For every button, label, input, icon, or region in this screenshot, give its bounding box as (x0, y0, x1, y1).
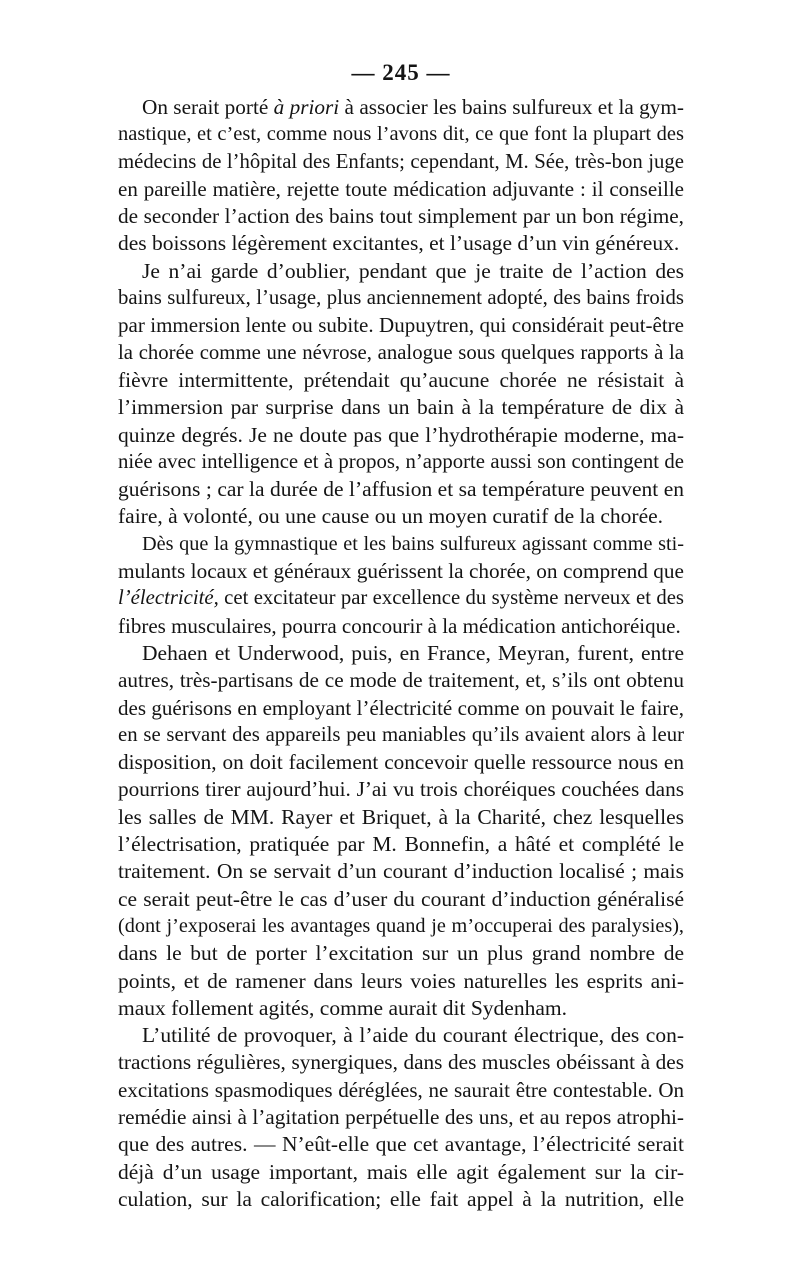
text-line: les salles de MM. Rayer et Briquet, à la Charité, chez lesquelles (118, 804, 684, 829)
text-line: en se servant des appareils peu maniables qu’ils avaient alors à leur (118, 723, 684, 746)
text-line: l’électrisation, pratiquée par M. Bonnefin, a hâté et complété le (118, 832, 684, 857)
text-line: niée avec intelligence et à propos, n’apporte aussi son contingent de (118, 450, 684, 473)
text-line: mulants locaux et généraux guérissent la chorée, on comprend que (118, 559, 684, 584)
book-page (118, 58, 684, 1213)
text-line: l’immersion par surprise dans un bain à la température de dix à (118, 395, 684, 420)
text-line: bains sulfureux, l’usage, plus anciennement adopté, des bains froids (118, 287, 684, 310)
text-line: tractions régulières, synergiques, dans des muscles obéissant à des (118, 1050, 684, 1075)
text-line: remédie ainsi à l’agitation perpétuelle des uns, et au repos atrophi- (118, 1104, 684, 1129)
text-line: ce serait peut-être le cas d’user du courant d’induction généralisé (118, 886, 684, 911)
text-line: L’utilité de provoquer, à l’aide du courant électrique, des con- (142, 1023, 684, 1048)
italic-phrase: l’électricité, (118, 587, 219, 610)
text-line: des boissons légèrement excitantes, et l’usage d’un vin généreux. (118, 231, 680, 256)
text-line: dans le but de porter l’excitation sur un plus grand nombre de (118, 941, 684, 966)
text-line: points, et de ramener dans leurs voies naturelles les esprits ani- (118, 968, 684, 993)
text-line: Dès que la gymnastique et les bains sulfureux agissant comme sti- (142, 532, 684, 555)
body-text (118, 94, 684, 1213)
text-line: Dehaen et Underwood, puis, en France, Meyran, furent, entre (142, 640, 684, 665)
text-line: déjà d’un usage important, mais elle agit également sur la cir- (118, 1159, 684, 1184)
text-line: que des autres. — N’eût-elle que cet avantage, l’électricité serait (118, 1132, 684, 1157)
text-line: des guérisons en employant l’électricité comme on pouvait le faire, (118, 695, 684, 720)
text-line: (dont j’exposerai les avantages quand je m’occuperai des paralysies), (118, 914, 684, 937)
text-line: par immersion lente ou subite. Dupuytren, qui considérait peut-être (118, 313, 684, 338)
text-line: quinze degrés. Je ne doute pas que l’hydrothérapie moderne, ma- (118, 422, 684, 447)
text-line: maux follement agités, comme aurait dit Sydenham. (118, 995, 567, 1020)
italic-phrase: à priori (273, 95, 340, 119)
text-line: Je n’ai garde d’oublier, pendant que je traite de l’action des (142, 258, 684, 283)
text-line: culation, sur la calorification; elle fait appel à la nutrition, elle (118, 1186, 684, 1211)
text-line: médecins de l’hôpital des Enfants; cependant, M. Sée, très-bon juge (118, 150, 684, 173)
text-line: nastique, et c’est, comme nous l’avons dit, ce que font la plupart des (118, 123, 684, 146)
text-line: la chorée comme une névrose, analogue sous quelques rapports à la (118, 341, 684, 364)
text-line: fibres musculaires, pourra concourir à la médication antichoréique. (118, 613, 681, 638)
page-number: — 245 — (351, 60, 451, 85)
text-line: excitations spasmodiques déréglées, ne saurait être contestable. On (118, 1077, 684, 1102)
text-line: traitement. On se servait d’un courant d’induction localisé ; mais (118, 859, 684, 884)
text-line: guérisons ; car la durée de l’affusion et sa température peuvent en (118, 477, 684, 502)
text-line: de seconder l’action des bains tout simplement par un bon régime, (118, 204, 684, 229)
text-line: fièvre intermittente, prétendait qu’aucune chorée ne résistait à (118, 367, 684, 392)
text-line: faire, à volonté, ou une cause ou un moyen curatif de la chorée. (118, 504, 664, 529)
text-line: en pareille matière, rejette toute médication adjuvante : il conseille (118, 176, 684, 201)
text-line: On serait porté à priori à associer les bains sulfureux et la gym- (142, 95, 684, 119)
text-line: disposition, on doit facilement concevoir quelle ressource nous en (118, 750, 684, 775)
text-line: l’électricité, cet excitateur par excellence du système nerveux et des (118, 587, 684, 610)
text-line: pourrions tirer aujourd’hui. J’ai vu trois choréiques couchées dans (118, 777, 684, 802)
text-line: autres, très-partisans de ce mode de traitement, et, s’ils ont obtenu (118, 668, 684, 693)
